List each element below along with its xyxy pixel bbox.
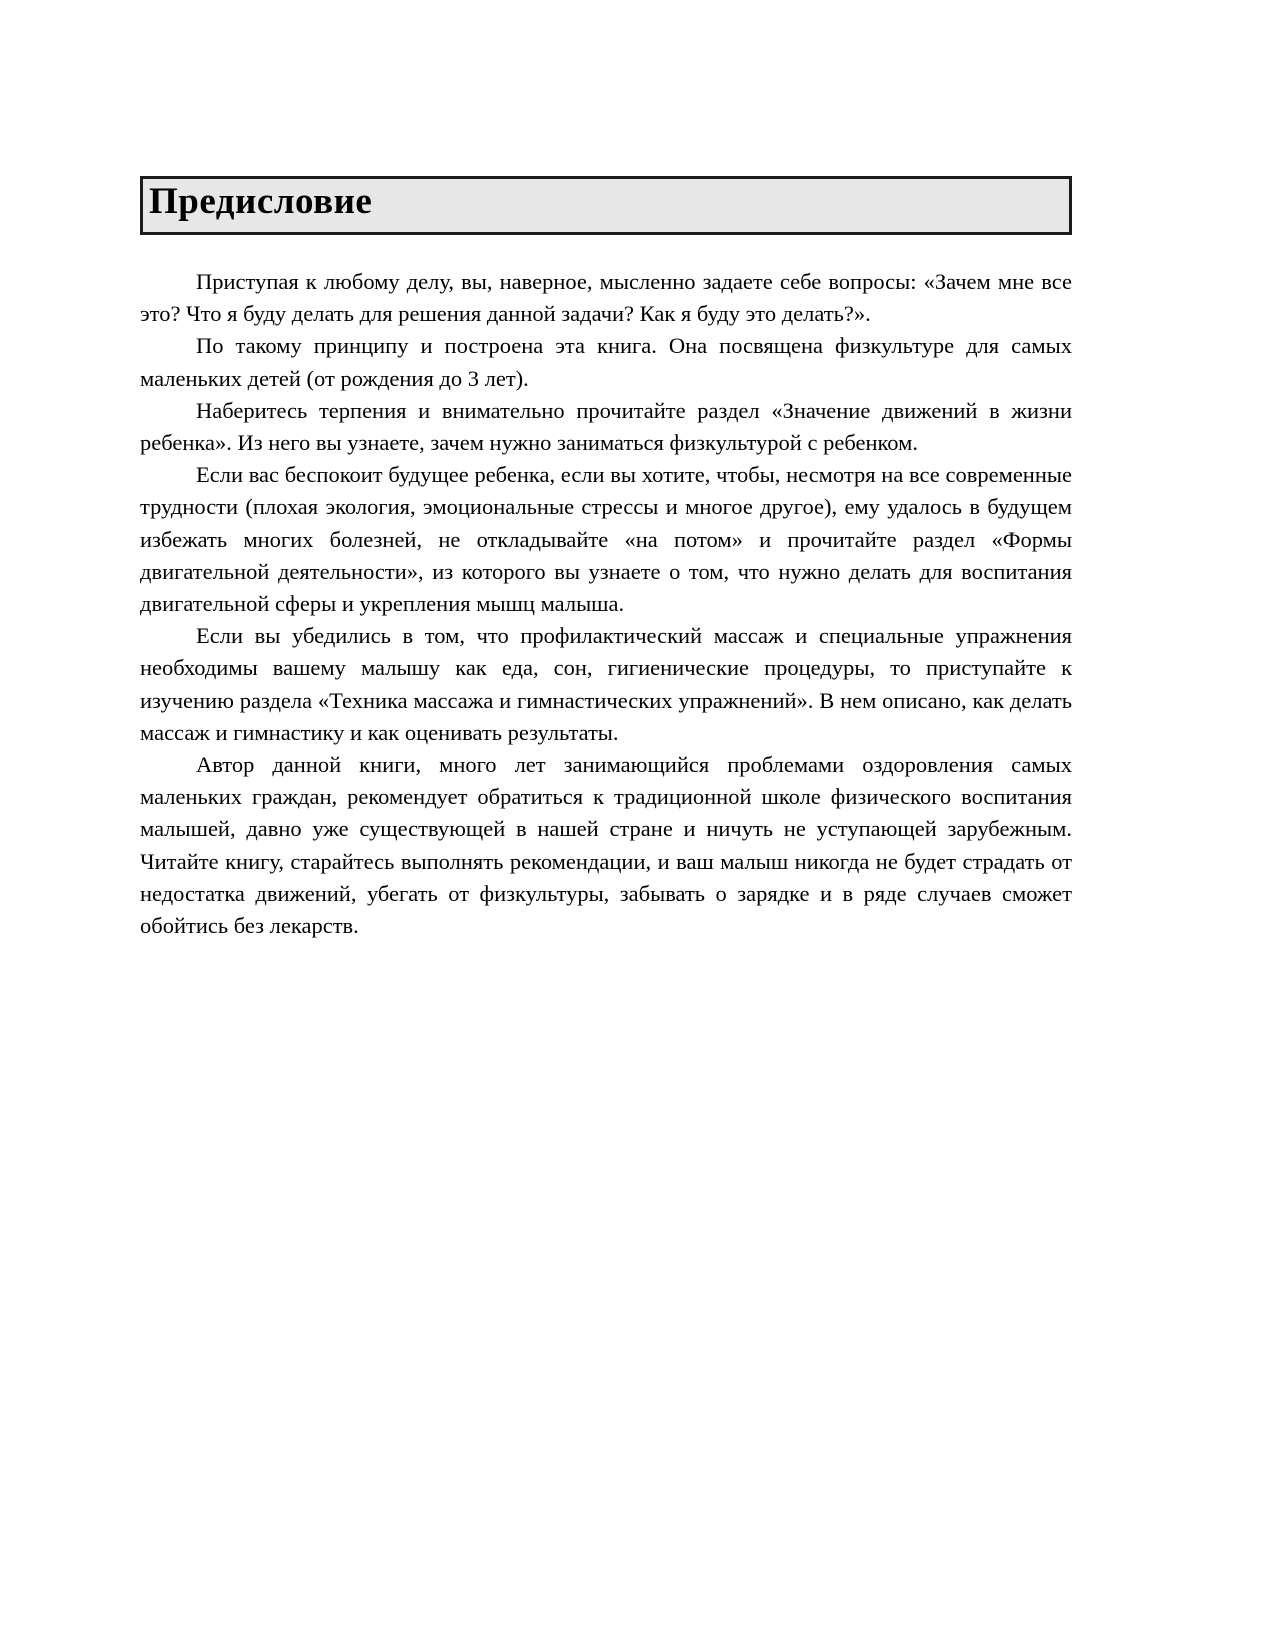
paragraph: Автор данной книги, много лет занимающийся проблемами оздоровления самых маленьких граждан, рекомендует обратиться к традиционной школе физического воспитания малышей, давно уже существующей в нашей стране и ничуть не уступающей зарубежным. Читайте книгу, старайтесь выполнять рекомендации, и ваш малыш никогда не будет страдать от недостатка движений, убегать от физкультуры, забывать о зарядке и в ряде случаев сможет обойтись без лекарств.: [140, 752, 1072, 939]
paragraph: Если вы убедились в том, что профилактический массаж и специальные упражнения необходимы вашему малышу как еда, сон, гигиенические процедуры, то приступайте к изучению раздела «Техника массажа и гимнастических упражнений». В нем описано, как делать массаж и гимнастику и как оценивать результаты.: [140, 623, 1072, 745]
paragraph: По такому принципу и построена эта книга. Она посвящена физкультуре для самых маленьких детей (от рождения до 3 лет).: [140, 333, 1072, 391]
document-body: [140, 266, 1072, 942]
paragraph: Если вас беспокоит будущее ребенка, если вы хотите, чтобы, несмотря на все современные трудности (плохая экология, эмоциональные стрессы и многое другое), ему удалось в будущем избежать многих болезней, не откладывайте «на потом» и прочитайте раздел «Формы двигательной деятельности», из которого вы узнаете о том, что нужно делать для воспитания двигательной сферы и укрепления мышц малыша.: [140, 462, 1072, 617]
paragraph: Приступая к любому делу, вы, наверное, мысленно задаете себе вопросы: «Зачем мне все это? Что я буду делать для решения данной задачи? Как я буду это делать?».: [140, 269, 1072, 327]
section-title-box: [140, 176, 1072, 235]
page-title: Предисловие: [149, 181, 373, 222]
paragraph: Наберитесь терпения и внимательно прочитайте раздел «Значение движений в жизни ребенка». Из него вы узнаете, зачем нужно заниматься физкультурой с ребенком.: [140, 397, 1072, 456]
